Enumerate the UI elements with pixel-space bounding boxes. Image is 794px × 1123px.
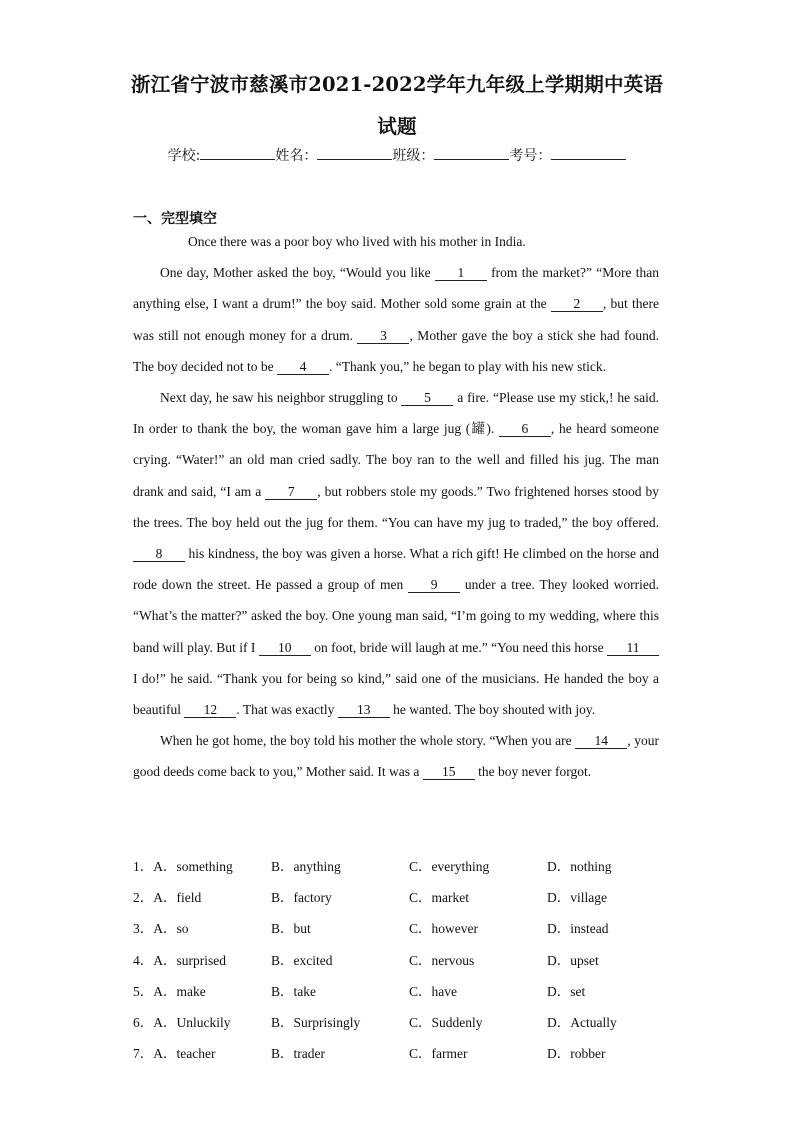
question-number: 5．	[133, 983, 154, 999]
blank-13: 13	[338, 703, 390, 718]
question-row	[133, 945, 693, 976]
text: . “Thank you,” he began to play with his new stick.	[328, 358, 607, 374]
option-d[interactable]: D．instead	[547, 921, 609, 937]
option-a-text: A．field	[153, 890, 202, 906]
option-a[interactable]	[133, 882, 201, 913]
option-a[interactable]	[133, 1038, 215, 1069]
name-label: 姓名：	[275, 148, 318, 164]
question-number: 3．	[133, 921, 154, 937]
option-c[interactable]: C．Suddenly	[409, 1014, 483, 1030]
blank-11: 11	[607, 641, 659, 656]
question-number: 1．	[133, 859, 154, 874]
blank-1: 1	[435, 266, 487, 281]
section-title: 一、完型填空	[133, 211, 217, 227]
option-c[interactable]: C．have	[409, 983, 457, 999]
cloze-passage	[133, 226, 659, 788]
option-c[interactable]: C．everything	[409, 859, 490, 874]
text: a fire. “Please use my stick,! he said. In order to thank the boy, the woman gave him a large jug (罐).	[133, 390, 659, 437]
text: . That was exactly	[236, 702, 338, 718]
text: the boy never forgot.	[474, 764, 592, 780]
student-info-row	[0, 145, 794, 165]
school-label: 学校:	[167, 148, 201, 164]
option-d[interactable]: D．set	[547, 983, 586, 999]
blank-3: 3	[357, 329, 409, 344]
option-a-text: A．make	[153, 983, 206, 999]
option-b[interactable]: B．Surprisingly	[271, 1014, 361, 1030]
class-label: 班级：	[392, 148, 435, 164]
exam-title	[100, 64, 694, 148]
question-row	[133, 851, 693, 882]
blank-5: 5	[401, 391, 453, 406]
question-row	[133, 1038, 693, 1069]
option-a[interactable]	[133, 1007, 231, 1038]
paragraph-1: Once there was a poor boy who lived with his mother in India.	[188, 234, 526, 249]
text: , Mother gave the boy a stick she had found. The boy decided not to be	[133, 327, 659, 374]
option-a-text: A．Unluckily	[153, 1014, 231, 1030]
number-blank[interactable]	[551, 147, 626, 160]
text: he wanted. The boy shouted with joy.	[389, 702, 596, 718]
text: his kindness, the boy was given a horse. What a rich gift! He climbed on the horse and rode down the street. He passed a group of men	[133, 546, 659, 593]
option-a[interactable]	[133, 851, 233, 882]
question-row	[133, 882, 693, 913]
paragraph-3	[133, 382, 659, 725]
question-row	[133, 1007, 693, 1038]
question-row	[133, 913, 693, 944]
option-c[interactable]: C．farmer	[409, 1046, 468, 1062]
option-c[interactable]: C．market	[409, 890, 469, 906]
option-a[interactable]	[133, 913, 189, 944]
option-a-text: A．teacher	[153, 1046, 216, 1062]
blank-4: 4	[277, 360, 329, 375]
blank-8: 8	[133, 547, 185, 562]
blank-2: 2	[551, 297, 603, 312]
text: from the market?” “More than anything else, I want a drum!” the boy said. Mother sold some grain at the	[133, 265, 659, 312]
option-b[interactable]: B．factory	[271, 890, 332, 906]
blank-15: 15	[423, 765, 475, 780]
school-blank[interactable]	[200, 147, 275, 160]
title-line-1: 浙江省宁波市慈溪市2021-2022学年九年级上学期期中英语	[130, 73, 664, 96]
option-d[interactable]: D．nothing	[547, 859, 612, 874]
question-number: 2．	[133, 890, 154, 906]
class-blank[interactable]	[434, 147, 509, 160]
blank-9: 9	[408, 578, 460, 593]
paragraph-4	[133, 725, 659, 787]
blank-14: 14	[575, 734, 627, 749]
text: When he got home, the boy told his mother the whole story. “When you are	[160, 733, 576, 749]
question-options	[133, 851, 693, 1069]
text: , but robbers stole my goods.” Two frightened horses stood by the trees. The boy held out the jug for them. “You can have my jug to traded,” the boy offered.	[133, 483, 659, 530]
option-a-text: A．surprised	[153, 952, 226, 968]
blank-12: 12	[184, 703, 236, 718]
option-a-text: A．so	[153, 921, 189, 937]
text: , he heard someone crying. “Water!” an old man cried sadly. The boy ran to the well and filled his jug. The man drank and said, “I am a	[133, 421, 660, 499]
text: on foot, bride will laugh at me.” “You need this horse	[310, 639, 607, 655]
text: , but there was still not enough money for a drum.	[133, 296, 659, 343]
option-c[interactable]: C．however	[409, 921, 478, 937]
option-c[interactable]: C．nervous	[409, 952, 475, 968]
text: I do!” he said. “Thank you for being so kind,” said one of the musicians. He handed the boy a beautiful	[133, 670, 659, 718]
option-d[interactable]: D．robber	[547, 1046, 606, 1062]
option-d[interactable]: D．Actually	[547, 1014, 617, 1030]
option-b[interactable]: B．trader	[271, 1046, 325, 1062]
name-blank[interactable]	[317, 147, 392, 160]
paragraph-2	[133, 257, 659, 382]
question-number: 4．	[133, 952, 154, 968]
text: One day, Mother asked the boy, “Would you like	[160, 265, 435, 281]
option-b[interactable]: B．anything	[271, 859, 341, 874]
title-line-2: 试题	[377, 115, 417, 138]
option-d[interactable]: D．upset	[547, 952, 599, 968]
blank-10: 10	[259, 641, 311, 656]
option-b[interactable]: B．take	[271, 983, 316, 999]
blank-7: 7	[265, 485, 317, 500]
question-number: 6．	[133, 1014, 154, 1030]
text: Next day, he saw his neighbor struggling to	[160, 390, 402, 406]
question-row	[133, 976, 693, 1007]
number-label: 考号：	[509, 148, 552, 164]
text: , your good deeds come back to you,” Mother said. It was a	[133, 733, 659, 780]
question-number: 7．	[133, 1046, 154, 1062]
option-a[interactable]	[133, 976, 206, 1007]
option-a[interactable]	[133, 945, 226, 976]
option-a-text: A．something	[153, 859, 233, 874]
option-b[interactable]: B．excited	[271, 952, 333, 968]
option-b[interactable]: B．but	[271, 921, 311, 937]
text: under a tree. They looked worried. “What’s the matter?” asked the boy. One young man said, “I’m going to my wedding, where this band will play. But if I	[133, 577, 659, 655]
blank-6: 6	[499, 422, 551, 437]
option-d[interactable]: D．village	[547, 890, 607, 906]
